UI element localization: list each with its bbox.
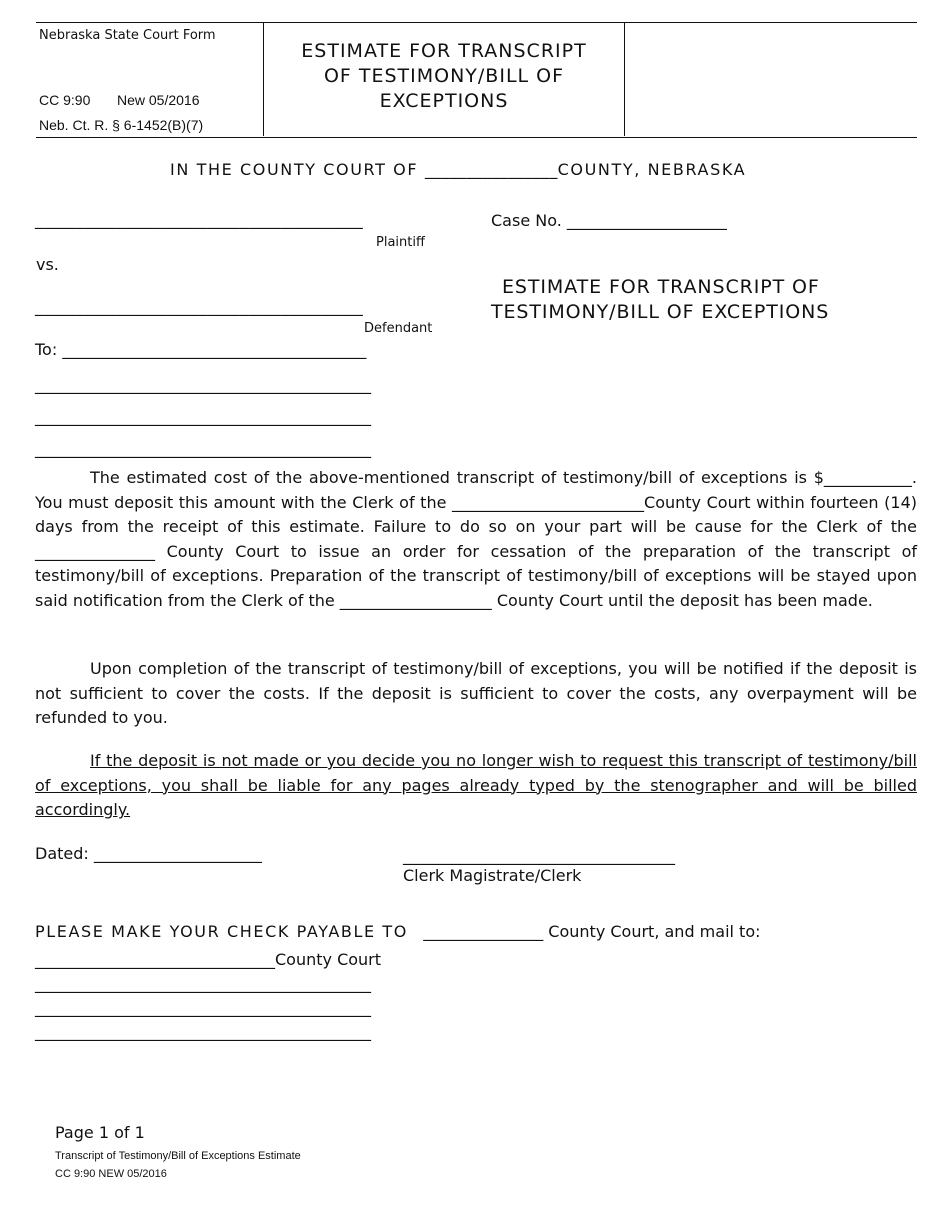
paragraph-liability [35,749,917,823]
payment-row [35,922,761,941]
form-number: CC 9:90 [39,92,91,108]
defendant-blank: ________________________________________ [35,297,363,316]
paragraph-completion-text: Upon completion of the transcript of testimony/bill of exceptions, you will be notified if the deposit is not sufficient to cover the costs. If the deposit is sufficient to cover the costs, any overpayment will be refunded to you. [35,659,917,728]
header-bottom-rule [36,137,917,138]
header-title-line3: EXCEPTIONS [379,90,509,112]
form-version: New 05/2016 [117,92,200,108]
rule-reference: Neb. Ct. R. § 6-1452(B)(7) [39,117,204,133]
header-title-line1: ESTIMATE FOR TRANSCRIPT [301,40,587,62]
recipient-address-line-2: __________________________________________ [35,407,371,426]
to-row [35,340,366,359]
header-title-line2: OF TESTIMONY/BILL OF [323,65,565,87]
court-line [170,160,746,179]
paragraph-completion [35,657,917,731]
caption-title [491,275,829,325]
signature-blank: __________________________________ [403,846,675,865]
paragraph-cost-estimate-text: The estimated cost of the above-mentioned transcript of testimony/bill of exceptions is $___________. You must deposit this amount with the Clerk of the ________________________County Court within fourteen (14) days from the receipt of this estimate. Failure to do so on your part will be cause for the Clerk of the _______________ County Court to issue an order for cessation of the preparation of the transcript of testimony/bill of exceptions. Preparation of the transcript of testimony/bill of exceptions will be stayed upon said notification from the Clerk of the ___________________ County Court until the deposit has been made. [35,468,917,610]
plaintiff-blank: ________________________________________ [35,210,363,229]
to-blank: ______________________________________ [62,340,367,359]
defendant-label: Defendant [364,321,433,336]
mail-address-line-1 [35,950,381,969]
recipient-address-line-3: __________________________________________ [35,439,371,458]
payment-prefix: PLEASE MAKE YOUR CHECK PAYABLE TO [35,922,408,941]
payment-county-blank: _______________ [423,922,544,941]
header-top-rule [36,22,917,23]
to-label: To: [35,340,58,359]
dated-row [35,844,262,863]
footer-doc-title: Transcript of Testimony/Bill of Exceptions Estimate [55,1150,301,1162]
court-suffix: COUNTY, NEBRASKA [557,160,747,179]
vs-label: vs. [36,255,59,274]
header-divider-right [624,23,625,136]
mail-address-line-1-suffix: County Court [275,950,382,969]
recipient-address-line-1: __________________________________________ [35,375,371,394]
case-number-blank: ____________________ [566,211,727,230]
court-county-blank: ________________ [424,160,558,179]
mail-address-line-4: __________________________________________ [35,1022,371,1041]
paragraph-liability-text: If the deposit is not made or you decide you no longer wish to request this transcript of testimony/bill of exceptions, you shall be liable for any pages already typed by the stenographer and will be billed accordingly. [35,751,917,820]
signature-label: Clerk Magistrate/Clerk [403,866,582,885]
dated-blank: _____________________ [93,844,262,863]
mail-address-line-3: __________________________________________ [35,998,371,1017]
paragraph-cost-estimate [35,466,917,614]
form-issuer: Nebraska State Court Form [39,28,216,43]
plaintiff-label: Plaintiff [376,235,425,250]
case-number-row [491,211,727,230]
page-number: Page 1 of 1 [55,1123,145,1142]
footer-doc-code: CC 9:90 NEW 05/2016 [55,1168,167,1180]
mail-address-line-1-blank: ______________________________ [35,950,275,969]
header-title [264,39,624,114]
dated-label: Dated: [35,844,89,863]
case-number-label: Case No. [491,211,562,230]
court-prefix: IN THE COUNTY COURT OF [170,160,419,179]
caption-title-line2: TESTIMONY/BILL OF EXCEPTIONS [491,301,830,323]
payment-suffix: County Court, and mail to: [548,922,761,941]
mail-address-line-2: __________________________________________ [35,974,371,993]
caption-title-line1: ESTIMATE FOR TRANSCRIPT OF [502,276,820,298]
